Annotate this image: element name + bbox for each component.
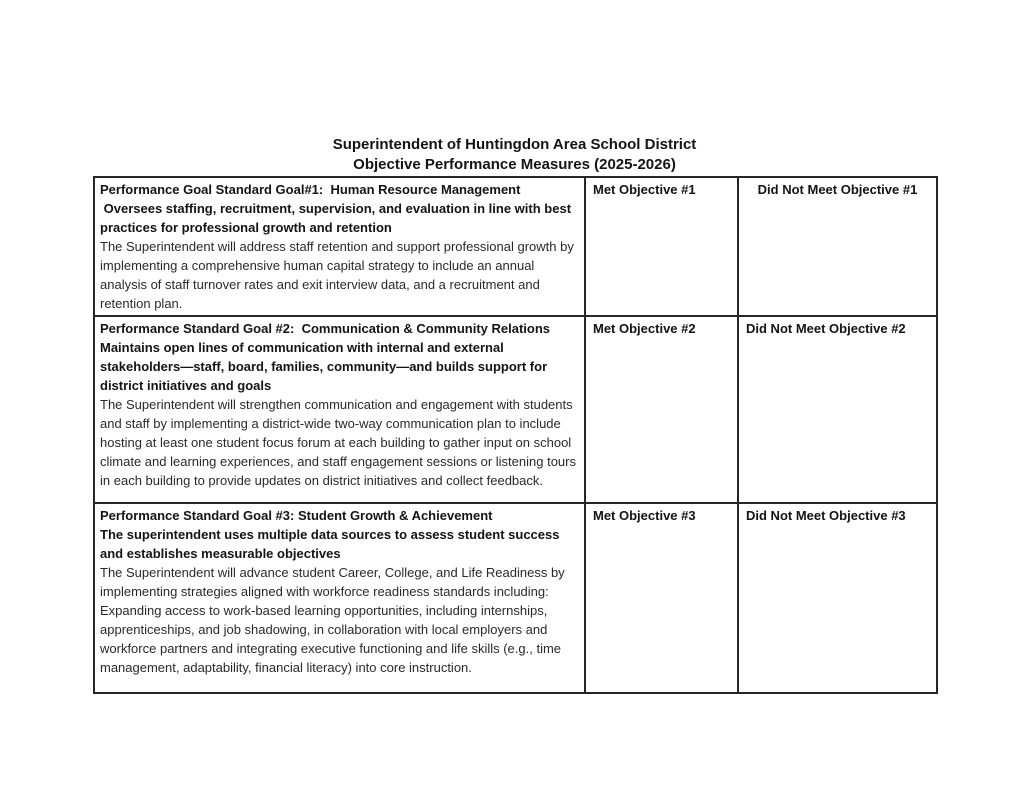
goal-1-subtitle: Oversees staffing, recruitment, supervision, and evaluation in line with best practices for professional growth and retention xyxy=(100,201,575,235)
goal-3-title: Performance Standard Goal #3: Student Growth & Achievement xyxy=(100,508,493,523)
met-objective-1-cell xyxy=(585,177,738,316)
did-not-meet-objective-2-label: Did Not Meet Objective #2 xyxy=(746,321,906,336)
goal-3-subtitle: The superintendent uses multiple data sources to assess student success and establishes measurable objectives xyxy=(100,527,564,561)
met-objective-1-label: Met Objective #1 xyxy=(593,182,696,197)
table-row-goal-2 xyxy=(94,316,937,503)
met-objective-2-label: Met Objective #2 xyxy=(593,321,696,336)
goal-2-subtitle: Maintains open lines of communication with internal and external stakeholders—staff, board, families, community—and builds support for district initiatives and goals xyxy=(100,340,551,393)
goal-1-heading xyxy=(100,180,578,237)
document-title-line2: Objective Performance Measures (2025-2026) xyxy=(353,155,676,173)
document-title-line1: Superintendent of Huntingdon Area School District xyxy=(332,136,697,153)
met-objective-3-cell xyxy=(585,503,738,693)
document-title xyxy=(93,135,936,174)
goal-1-title: Performance Goal Standard Goal#1: Human Resource Management xyxy=(100,182,521,197)
table-row-goal-1 xyxy=(94,177,937,316)
performance-measures-table xyxy=(93,176,938,694)
did-not-meet-objective-3-cell xyxy=(738,503,937,693)
did-not-meet-objective-1-label: Did Not Meet Objective #1 xyxy=(757,182,918,197)
goal-3-cell xyxy=(94,503,585,693)
table-row-goal-3 xyxy=(94,503,937,693)
goal-2-heading xyxy=(100,319,578,395)
goal-3-heading xyxy=(100,506,578,563)
met-objective-2-cell xyxy=(585,316,738,503)
did-not-meet-objective-1-cell xyxy=(738,177,937,316)
goal-2-title: Performance Standard Goal #2: Communication & Community Relations xyxy=(100,321,551,336)
goal-2-cell xyxy=(94,316,585,503)
did-not-meet-objective-2-cell xyxy=(738,316,937,503)
met-objective-3-label: Met Objective #3 xyxy=(593,508,696,523)
goal-1-cell xyxy=(94,177,585,316)
goal-2-description: The Superintendent will strengthen communication and engagement with students and staff by implementing a district-wide two-way communication plan to include hosting at least one student focus forum at each building to gather input on school climate and learning experiences, and staff engagement sessions or listening tours in each building to provide updates on district initiatives and collect feedback. xyxy=(100,397,580,488)
did-not-meet-objective-3-label: Did Not Meet Objective #3 xyxy=(746,508,906,523)
goal-1-description: The Superintendent will address staff retention and support professional growth by implementing a comprehensive human capital strategy to include an annual analysis of staff turnover rates and exit interview data, and a recruitment and retention plan. xyxy=(100,239,578,311)
goal-3-description: The Superintendent will advance student Career, College, and Life Readiness by implementing strategies aligned with workforce readiness standards including: Expanding access to work-based learning opportunities, including internships, apprenticeships, and job shadowing, in collaboration with local employers and workforce partners and integrating executive functioning and life skills (e.g., time management, adaptability, financial literacy) into core instruction. xyxy=(100,565,569,675)
